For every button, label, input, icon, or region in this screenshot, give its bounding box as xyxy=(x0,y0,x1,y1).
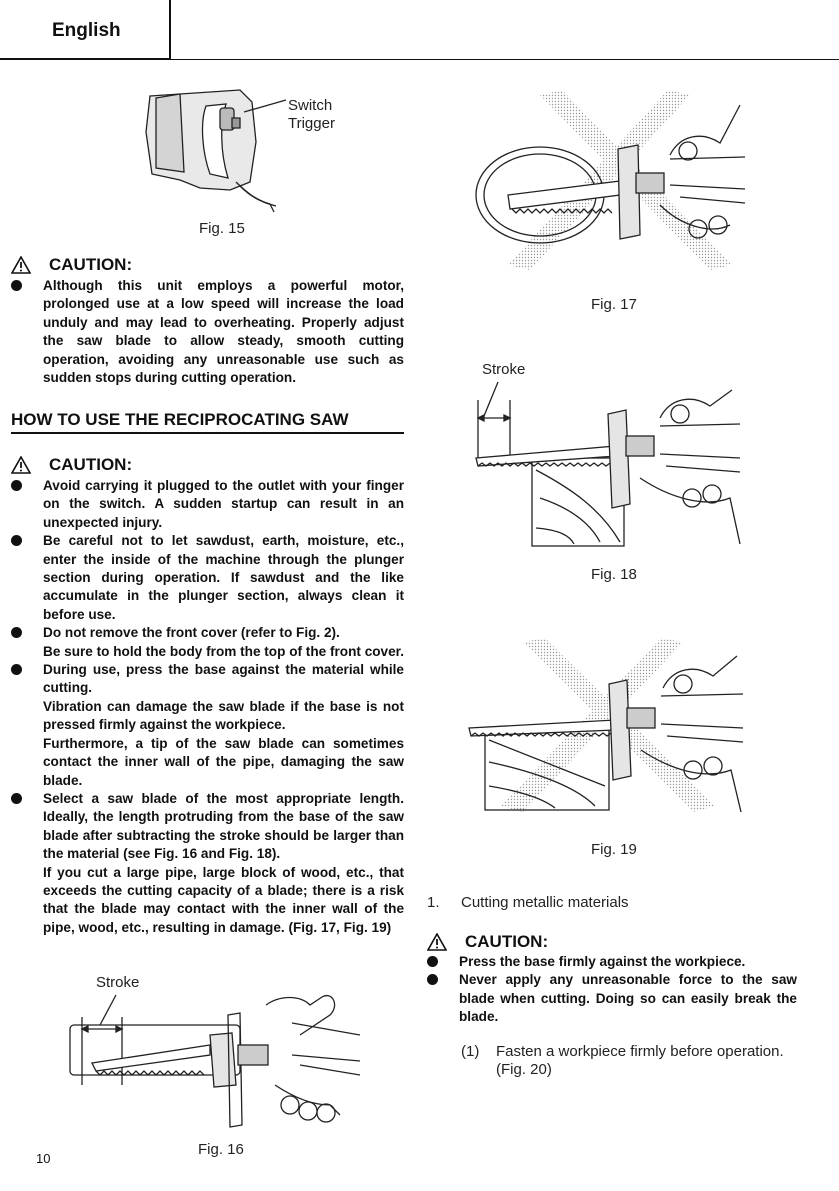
fig19-illustration xyxy=(465,636,745,816)
fig15-illustration xyxy=(140,82,355,217)
fig16-illustration xyxy=(60,965,360,1145)
bullet-icon xyxy=(427,956,438,967)
caution3-item-text: Press the base firmly against the workpiece. xyxy=(459,954,746,969)
page-number: 10 xyxy=(36,1151,51,1166)
fig18-caption: Fig. 18 xyxy=(591,566,637,583)
fig15-caption: Fig. 15 xyxy=(199,220,245,237)
fig16-caption: Fig. 16 xyxy=(198,1141,244,1158)
caution2-item-text: Do not remove the front cover (refer to Fig. 2). xyxy=(43,625,340,641)
caution-heading-3 xyxy=(427,932,548,952)
caution2-item-text: Be sure to hold the body from the top of the front cover. xyxy=(43,643,404,659)
caution2-item xyxy=(11,477,404,532)
caution-title-1: CAUTION: xyxy=(49,255,133,274)
fig16-label-stroke: Stroke xyxy=(96,974,140,991)
fig15-label-switch: Switch xyxy=(288,97,333,114)
bullet-icon xyxy=(11,664,22,675)
caution2-item-text: Furthermore, a tip of the saw blade can sometimes contact the inner wall of the pipe, damaging the saw blade. xyxy=(43,735,404,788)
caution3-item xyxy=(427,953,797,971)
fig15-label-trigger: Trigger xyxy=(288,115,335,132)
substep-number: (1) xyxy=(461,1043,480,1060)
caution2-item-text: Select a saw blade of the most appropriate length. Ideally, the length protruding from the base of the saw blade after subtracting the stroke should be larger than the material (see Fig. 16 and Fig. 18). xyxy=(43,790,404,862)
bullet-icon xyxy=(427,974,438,985)
caution2-item-text: During use, press the base against the material while cutting. xyxy=(43,662,404,696)
caution-title-2: CAUTION: xyxy=(49,455,133,474)
fig17-caption: Fig. 17 xyxy=(591,296,637,313)
substep-ref: (Fig. 20) xyxy=(496,1061,552,1078)
caution-heading-1 xyxy=(11,255,132,275)
fig18-label-stroke: Stroke xyxy=(482,361,526,378)
caution2-item xyxy=(11,790,404,937)
caution1-item-text: Although this unit employs a powerful motor, prolonged use at a low speed will increase the load unduly and may lead to overheating. Properly adjust the saw blade to allow steady, smooth cutting operation, avoiding any unreasonable use such as sudden stops during cutting operation. xyxy=(43,278,404,386)
caution2-item xyxy=(11,661,404,790)
caution1-item xyxy=(11,277,404,387)
fig19-caption: Fig. 19 xyxy=(591,841,637,858)
caution2-item-text: Avoid carrying it plugged to the outlet with your finger on the switch. A sudden startup can result in an unexpected injury. xyxy=(43,478,404,530)
warning-triangle-icon xyxy=(427,933,447,951)
substep-text: Fasten a workpiece firmly before operation. xyxy=(496,1043,784,1060)
fig17-illustration xyxy=(470,85,745,275)
caution3-list xyxy=(427,953,797,1027)
warning-triangle-icon xyxy=(11,456,31,474)
caution2-list xyxy=(11,477,404,937)
caution3-item-text: Never apply any unreasonable force to the saw blade when cutting. Doing so can easily break the blade. xyxy=(459,972,797,1025)
caution2-item xyxy=(11,624,404,661)
caution2-item xyxy=(11,532,404,624)
language-tab xyxy=(0,0,171,60)
caution1-list xyxy=(11,277,404,387)
bullet-icon xyxy=(11,627,22,638)
caution2-item-text: Vibration can damage the saw blade if the base is not pressed firmly against the workpiece. xyxy=(43,698,404,733)
header-rule xyxy=(0,59,839,60)
caution3-item xyxy=(427,971,797,1026)
caution-heading-2 xyxy=(11,455,132,475)
warning-triangle-icon xyxy=(11,256,31,274)
step-1-text: Cutting metallic materials xyxy=(461,894,629,911)
caution-title-3: CAUTION: xyxy=(465,932,549,951)
section-title: HOW TO USE THE RECIPROCATING SAW xyxy=(11,410,404,434)
bullet-icon xyxy=(11,535,22,546)
bullet-icon xyxy=(11,480,22,491)
caution2-item-text: If you cut a large pipe, large block of wood, etc., that exceeds the cutting capacity of a blade; there is a risk that the blade may contact with the inner wall of the pipe, wood, etc., resulting in damage. (Fig. 17, Fig. 19) xyxy=(43,864,404,935)
bullet-icon xyxy=(11,793,22,804)
fig18-illustration xyxy=(470,358,745,553)
step-1-number: 1. xyxy=(427,894,440,911)
caution2-item-text: Be careful not to let sawdust, earth, moisture, etc., enter the inside of the machine through the plunger section during operation. If sawdust and the like accumulate in the plunger section, always clean it before use. xyxy=(43,533,404,622)
language-label: English xyxy=(52,20,121,41)
bullet-icon xyxy=(11,280,22,291)
